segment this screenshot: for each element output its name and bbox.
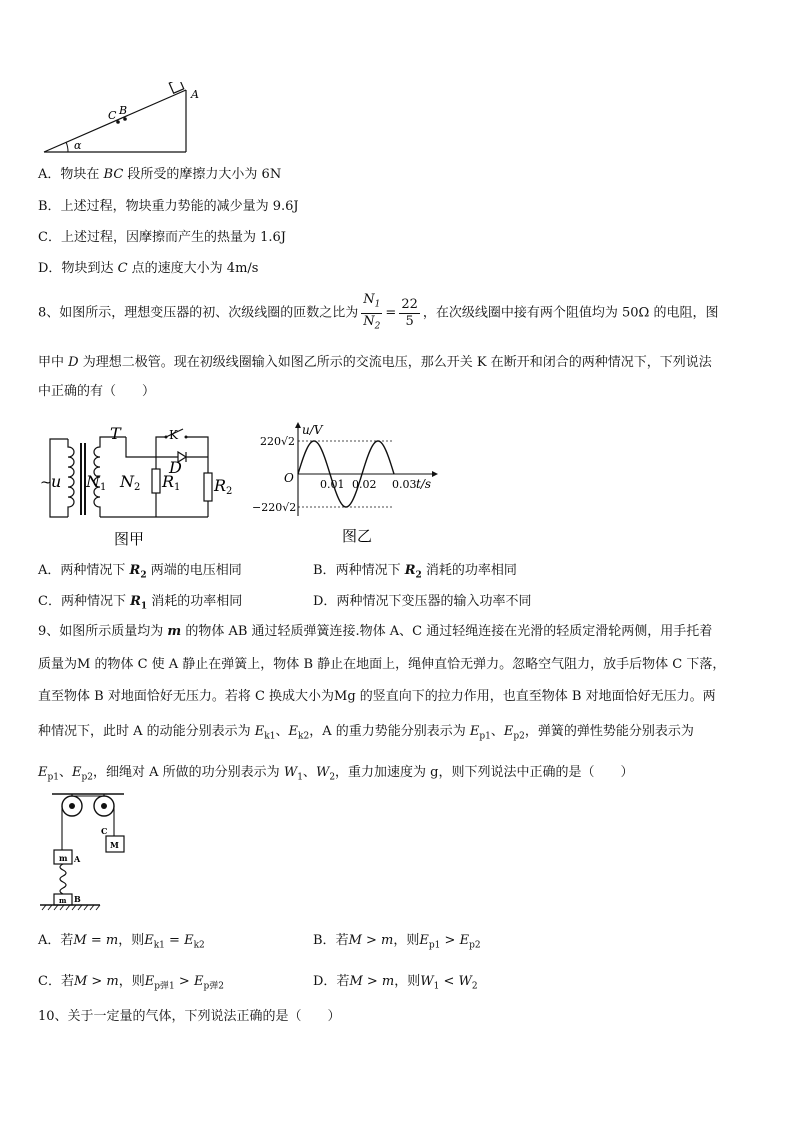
option-letter: C． (38, 230, 61, 245)
frac-num-sub: 1 (374, 299, 381, 310)
frac-num: N (363, 292, 375, 307)
q8-stem-line3: 中正确的有（ ） (38, 384, 156, 399)
frac-den-sub: 2 (374, 321, 381, 332)
angle-arc (66, 142, 68, 152)
q8-option-c: C．两种情况下 $R_1$ 消耗的功率相同 (38, 594, 243, 612)
stem-text: 为理想二极管。现在初级线圈输入如图乙所示的交流电压，那么开关 K 在断开和闭合的两种情况下，下列说法 (78, 355, 712, 370)
option-text: 上述过程，因摩擦而产生的热量为 1.6J (60, 230, 286, 245)
q7-option-c (38, 229, 286, 247)
label-B: B (74, 894, 81, 904)
option-var: C (117, 261, 128, 276)
ymax-label: 220√2 (260, 435, 296, 448)
q8-option-a: A．两种情况下 $R_2$ 两端的电压相同 (38, 563, 242, 581)
stem-text: 甲中 (38, 355, 69, 370)
incline-figure (38, 82, 218, 156)
label-R1: R1 (162, 472, 181, 493)
label-m-B: m (59, 896, 67, 905)
caption-jia: 图甲 (114, 530, 145, 548)
transformer-circuit-figure (38, 425, 238, 550)
question-number: 9、 (38, 624, 60, 639)
q9-option-d: D．若M > m，则$W_1 < W_2$ (313, 974, 478, 992)
option-letter: A． (38, 167, 61, 182)
label-K: K (169, 428, 178, 442)
stem-text: 如图所示，理想变压器的初、次级线圈的匝数之比为 (59, 305, 359, 321)
label-alpha: α (74, 139, 82, 152)
x-axis-label: t/s (416, 477, 432, 491)
ymin-label: −220√2 (252, 501, 297, 514)
resistor-R1 (152, 469, 160, 493)
voltage-waveform-figure (252, 420, 442, 548)
stem-text: ，在次级线圈中接有两个阻值均为 50Ω 的电阻，图 (422, 305, 719, 321)
origin-label: O (284, 471, 294, 485)
q8-stem-line2 (38, 354, 712, 372)
frac-num: 22 (401, 296, 418, 312)
primary-coil (68, 439, 74, 517)
ratio-value-fraction (399, 297, 420, 330)
label-C: C (108, 109, 117, 122)
question-number: 8、 (38, 305, 60, 321)
switch-wire (186, 437, 208, 457)
q10-stem (38, 1008, 341, 1026)
label-B: B (119, 104, 128, 117)
frac-den: N (363, 313, 375, 329)
caption-yi: 图乙 (342, 527, 373, 545)
q9-stem-line5: $E_{p1}$、$E_{p2}$，细绳对 A 所做的功分别表示为 $W_1$、$W_2$，重力加速度为 g，则下列说法中正确的是（ ） (38, 765, 634, 783)
option-text: 物块到达 (61, 261, 118, 276)
option-text: 段所受的摩擦力大小为 6N (123, 167, 282, 182)
question-number: 10、 (38, 1009, 68, 1024)
label-u: u (51, 472, 62, 491)
tick-label: 0.03 (392, 478, 417, 491)
option-text: 点的速度大小为 4m/s (127, 261, 259, 276)
label-N2: N2 (120, 472, 141, 493)
q9-stem-line3: 直至物体 B 对地面恰好无压力。若将 C 换成大小为Mg 的竖直向下的拉力作用，也直至物体 B 对地面恰好无压力。两 (38, 689, 716, 704)
point-C (116, 120, 120, 124)
turns-ratio-fraction (361, 292, 382, 334)
q9-stem-line2: 质量为M 的物体 C 使 A 静止在弹簧上，物体 B 静止在地面上，绳伸直恰无弹力。忽略空气阻力，放手后物体 C 下落， (38, 657, 726, 672)
q7-option-b (38, 198, 299, 216)
label-N1: N1 (86, 472, 107, 493)
q9-option-a: A．若M = m，则$E_{k1} = E_{k2}$ (38, 933, 205, 951)
y-axis-label: u/V (302, 423, 323, 437)
q7-option-a (38, 166, 281, 184)
resistor-R2 (204, 473, 212, 501)
q8-option-b: B．两种情况下 $R_2$ 消耗的功率相同 (313, 563, 517, 581)
stem-text: 关于一定量的气体，下列说法正确的是（ ） (67, 1009, 341, 1024)
label-m-A: m (59, 853, 68, 863)
option-var: BC (103, 167, 124, 182)
q9-stem-line4: 种情况下，此时 A 的动能分别表示为 $E_{k1}$、$E_{k2}$，A 的重力势能分别表示为 $E_{p1}$、$E_{p2}$，弹簧的弹性势能分别表示为 (38, 724, 694, 742)
stem-var: D (68, 355, 79, 370)
q9-stem-line1: 9、如图所示质量均为 m 的物体 AB 通过轻质弹簧连接.物体 A、C 通过轻绳连接在光滑的轻质定滑轮两侧，用手托着 (38, 624, 713, 639)
spring (60, 864, 66, 894)
switch-wire (156, 437, 166, 457)
q9-option-b: B．若M > m，则$E_{p1} > E_{p2}$ (313, 933, 481, 951)
secondary-wire (126, 437, 156, 457)
option-letter: D． (38, 261, 62, 276)
q7-option-d (38, 260, 258, 278)
label-M: M (110, 840, 119, 850)
q9-option-c: C．若M > m，则$E_{p弹1} > E_{p弹2}$ (38, 974, 224, 992)
label-D: D (169, 458, 182, 477)
pulley-system-figure (38, 790, 138, 914)
tick-label: 0.02 (352, 478, 377, 491)
ground-hatching (42, 905, 100, 910)
label-T: T (110, 425, 121, 443)
label-A: A (191, 88, 199, 101)
tick-label: 0.01 (320, 478, 345, 491)
label-R2: R2 (214, 476, 233, 497)
ac-source-symbol: ~ (40, 475, 52, 491)
label-A: A (74, 854, 81, 864)
option-text: 上述过程，物块重力势能的减少量为 9.6J (60, 199, 299, 214)
q8-stem-line1 (38, 292, 718, 332)
point-B (123, 117, 127, 121)
option-letter: B． (38, 199, 61, 214)
equals-sign: = (385, 305, 397, 321)
label-C: C (101, 826, 108, 836)
q8-option-d: D．两种情况下变压器的输入功率不同 (313, 594, 532, 609)
frac-den: 5 (405, 313, 414, 329)
option-text: 物块在 (60, 167, 104, 182)
